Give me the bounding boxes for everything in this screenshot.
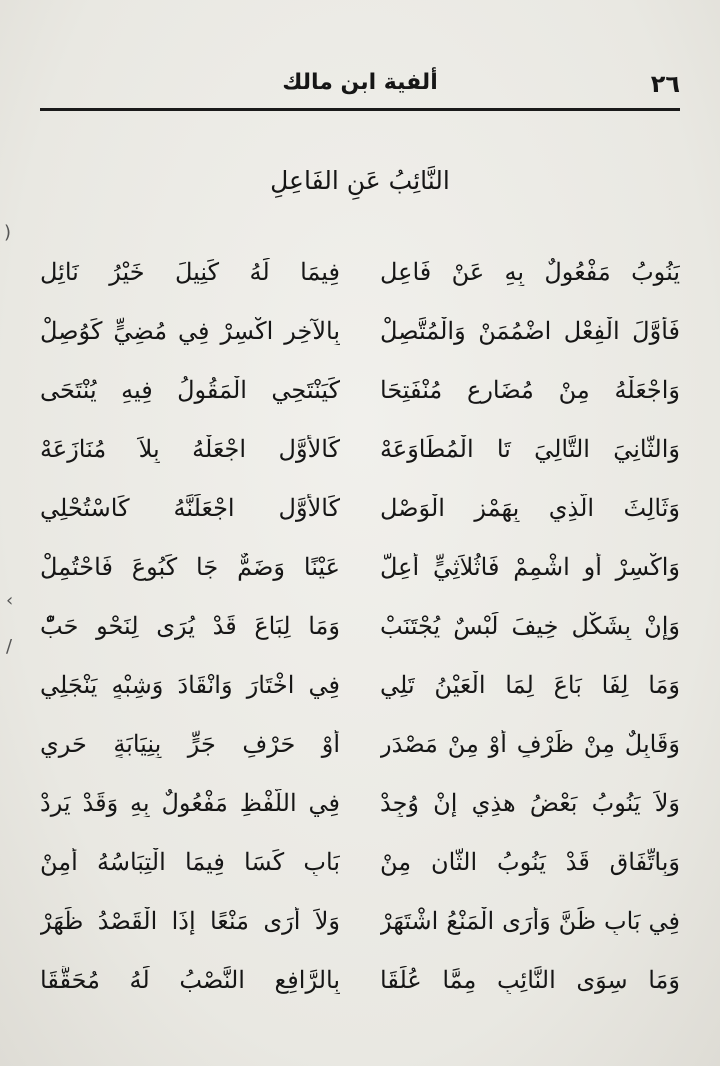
verse-line bbox=[40, 714, 680, 773]
verse-first-hemistich: يَنُوبُ مَفْعُولٌ بِهِ عَنْ فَاعِلِ bbox=[380, 257, 680, 286]
verse-second-hemistich: كَيَنْتَحِي الْمَقُولُ فِيهِ يُنْتَحَى bbox=[40, 375, 340, 404]
verse-second-hemistich: كَالأَوَّلِ اجْعَلَنَّهُ كَاسْتُحْلِي bbox=[40, 493, 340, 522]
verse-first-hemistich: وَلاَ يَنُوبُ بَعْضُ هذِي إِنْ وُجِدْ bbox=[380, 788, 680, 817]
verse-line bbox=[40, 478, 680, 537]
verse-first-hemistich: وَقَابِلٌ مِنْ ظَرْفٍ أَوْ مِنْ مَصْدَرِ bbox=[380, 729, 680, 758]
verse-second-hemistich: بِالرَّافِعِ النَّصْبُ لَهُ مُحَقَّقَا bbox=[40, 965, 340, 994]
margin-speck: / bbox=[6, 636, 13, 657]
verse-line bbox=[40, 596, 680, 655]
verse-first-hemistich: فِي بَابِ ظَنَّ وَأَرَى الْمَنْعُ اشْتَهَرْ bbox=[380, 906, 680, 935]
verse-first-hemistich: فَأَوَّلَ الْفِعْلِ اضْمُمَنْ وَالْمُتَّصِلْ bbox=[380, 316, 680, 345]
verse-line bbox=[40, 832, 680, 891]
header-rule bbox=[40, 108, 680, 111]
verse-line bbox=[40, 360, 680, 419]
verse-second-hemistich: فِي اللَّفْظِ مَفْعُولٌ بِهِ وَقَدْ يَرِدْ bbox=[40, 788, 340, 817]
verse-second-hemistich: وَمَا لِبَاعَ قَدْ يُرَى لِنَحْوِ حَبّْ bbox=[40, 611, 340, 640]
verse-second-hemistich: فِيمَا لَهُ كَنِيلَ خَيْرُ نَائِلِ bbox=[40, 257, 340, 286]
verse-second-hemistich: وَلاَ أَرَى مَنْعًا إِذَا الْقَصْدُ ظَهَرْ bbox=[40, 906, 340, 935]
verse-line bbox=[40, 773, 680, 832]
running-title: ألفية ابن مالك bbox=[282, 70, 438, 95]
verse-second-hemistich: فِي اخْتَارَ وَانْقَادَ وَشِبْهٍ يَنْجَلِي bbox=[40, 670, 340, 699]
chapter-title: النَّائِبُ عَنِ الفَاعِلِ bbox=[270, 166, 450, 195]
page-number: ٢٦ bbox=[650, 70, 680, 98]
verse-first-hemistich: وَاجْعَلْهُ مِنْ مُضَارِعٍ مُنْفَتِحَا bbox=[380, 375, 680, 404]
verse-first-hemistich: وَثَالِثَ الَّذِي بِهَمْزِ الْوَصْلِ bbox=[380, 493, 680, 522]
verse-line bbox=[40, 537, 680, 596]
verse-line bbox=[40, 891, 680, 950]
verse-second-hemistich: عَيْنًا وَضَمٌّ جَا كَبُوعَ فَاحْتُمِلْ bbox=[40, 552, 340, 581]
verse-first-hemistich: وَإِنْ بِشَكْلٍ خِيفَ لَبْسٌ يُجْتَنَبْ bbox=[380, 611, 680, 640]
verse-first-hemistich: وَمَا سِوَى النَّائِبِ مِمَّا عُلِّقَا bbox=[380, 965, 680, 994]
verse-line bbox=[40, 655, 680, 714]
verse-line bbox=[40, 950, 680, 1009]
verse-line bbox=[40, 242, 680, 301]
margin-speck: ) bbox=[4, 222, 12, 243]
verse-second-hemistich: بِالآخِرِ اكْسِرْ فِي مُضِيٍّ كَوُصِلْ bbox=[40, 316, 340, 345]
verse-first-hemistich: وَالثَّانِيَ التَّالِيَ تَا الْمُطَاوَعَهْ bbox=[380, 434, 680, 463]
verse-line bbox=[40, 301, 680, 360]
page-header bbox=[40, 68, 680, 108]
verse-first-hemistich: وَبِاتِّفَاقٍ قَدْ يَنُوبُ الثَّانِ مِنْ bbox=[380, 847, 680, 876]
verse-first-hemistich: وَاكْسِرْ أَوِ اشْمِمْ فَاثُلاَثِيٍّ أُعِلّ bbox=[380, 552, 680, 581]
verse-second-hemistich: بَابِ كَسَا فِيمَا الْتِبَاسُهُ أُمِنْ bbox=[40, 847, 340, 876]
verse-list bbox=[40, 242, 680, 1009]
margin-speck: ‹ bbox=[6, 590, 14, 611]
verse-second-hemistich: كَالأَوَّلِ اجْعَلْهُ بِلاَ مُنَازَعَهْ bbox=[40, 434, 340, 463]
verse-first-hemistich: وَمَا لِفَا بَاعَ لِمَا الْعَيْنُ تَلِي bbox=[380, 670, 680, 699]
verse-second-hemistich: أَوْ حَرْفِ جَرٍّ بِنِيَابَةٍ حَرِي bbox=[40, 729, 340, 758]
verse-line bbox=[40, 419, 680, 478]
